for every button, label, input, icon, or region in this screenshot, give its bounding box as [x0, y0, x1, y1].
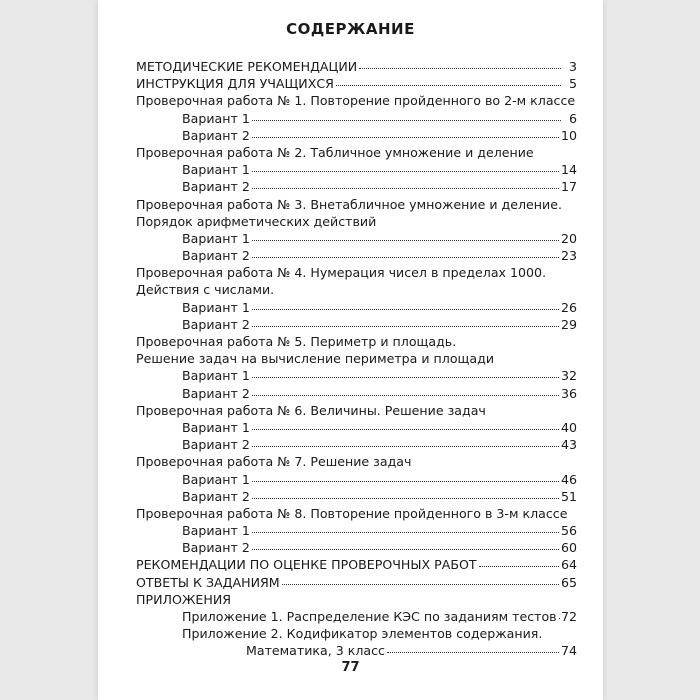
- toc-entry-text: Вариант 1: [182, 523, 250, 539]
- dot-leader: [252, 539, 559, 550]
- toc-entry: [136, 316, 577, 333]
- dot-leader: [252, 385, 559, 396]
- toc-entry-text: Проверочная работа № 4. Нумерация чисел в пределах 1000.: [136, 265, 547, 281]
- toc-page-number: 36: [560, 385, 577, 401]
- toc-entry-text: Вариант 1: [182, 471, 250, 487]
- toc-page-number: 64: [560, 557, 577, 573]
- dot-leader: [252, 316, 559, 327]
- toc-entry-text: Вариант 1: [182, 230, 250, 246]
- dot-leader: [252, 230, 559, 241]
- page-title: СОДЕРЖАНИЕ: [286, 20, 415, 38]
- toc-entry-text: Проверочная работа № 3. Внетабличное умножение и деление.: [136, 196, 562, 212]
- toc-page-number: 46: [560, 471, 577, 487]
- toc-entry-text: Вариант 1: [182, 162, 250, 178]
- toc-section-heading: [136, 196, 577, 213]
- toc-entry: [136, 436, 577, 453]
- toc-entry-text: ПРИЛОЖЕНИЯ: [136, 591, 232, 607]
- toc-entry-text: Действия с числами.: [136, 282, 275, 298]
- dot-leader: [252, 299, 559, 310]
- toc-entry: [136, 642, 577, 659]
- toc-section-heading-continued: [136, 213, 577, 230]
- toc-entry-text: Вариант 2: [182, 540, 250, 556]
- dot-leader: [252, 419, 559, 430]
- toc-page-number: 32: [560, 368, 577, 384]
- toc-section-heading-continued: [136, 350, 577, 367]
- toc-entry-text: Приложение 2. Кодификатор элементов содержания.: [182, 626, 543, 642]
- toc-page-number: 29: [560, 316, 577, 332]
- toc-entry-text: ИНСТРУКЦИЯ ДЛЯ УЧАЩИХСЯ: [136, 76, 334, 92]
- toc-page-number: 72: [560, 609, 577, 624]
- dot-leader: [252, 247, 559, 258]
- toc-entry: [136, 367, 577, 384]
- toc-entry: [136, 247, 577, 264]
- dot-leader: [387, 642, 559, 653]
- toc-page-number: 74: [560, 643, 577, 659]
- toc-entry-text: Вариант 1: [182, 299, 250, 315]
- toc-entry: [136, 385, 577, 402]
- dot-leader: [252, 110, 561, 121]
- toc-entry: [136, 471, 577, 488]
- toc-entry: [136, 488, 577, 505]
- toc-entry-text: Вариант 1: [182, 419, 250, 435]
- toc-page-number: 26: [560, 299, 577, 315]
- toc-entry-text: Проверочная работа № 1. Повторение пройденного во 2-м классе: [136, 93, 576, 109]
- table-of-contents: [136, 58, 577, 660]
- toc-entry: [136, 110, 577, 127]
- toc-entry-text: Вариант 2: [182, 437, 250, 453]
- toc-entry-text: Проверочная работа № 2. Табличное умножение и деление: [136, 144, 534, 160]
- toc-entry: [136, 608, 577, 625]
- toc-entry-text: Вариант 1: [182, 368, 250, 384]
- dot-leader: [359, 58, 561, 69]
- toc-entry: [136, 419, 577, 436]
- toc-section-heading: [136, 402, 577, 419]
- toc-section-heading: [136, 264, 577, 281]
- toc-section-heading: [136, 144, 577, 161]
- toc-entry-text: Решение задач на вычисление периметра и площади: [136, 351, 495, 367]
- toc-entry-text: МЕТОДИЧЕСКИЕ РЕКОМЕНДАЦИИ: [136, 59, 358, 74]
- dot-leader: [252, 522, 559, 533]
- toc-entry-text: Вариант 2: [182, 127, 250, 143]
- dot-leader: [252, 367, 559, 378]
- toc-entry-text: Вариант 1: [182, 110, 250, 126]
- dot-leader: [479, 556, 559, 567]
- toc-entry: [136, 539, 577, 556]
- toc-page-number: 43: [560, 437, 577, 453]
- toc-page-number: 10: [560, 127, 577, 143]
- book-page: [98, 0, 603, 700]
- dot-leader: [252, 161, 559, 172]
- toc-entry-text: Проверочная работа № 8. Повторение пройденного в 3-м классе: [136, 505, 568, 521]
- toc-entry-text: Проверочная работа № 6. Величины. Решение задач: [136, 402, 486, 418]
- toc-entry: [136, 522, 577, 539]
- toc-page-number: 60: [560, 540, 577, 556]
- page-number: 77: [341, 660, 360, 675]
- toc-entry-text: Вариант 2: [182, 385, 250, 401]
- toc-entry-text: Проверочная работа № 7. Решение задач: [136, 454, 412, 470]
- toc-section-heading-continued: [136, 281, 577, 298]
- toc-page-number: 3: [568, 59, 577, 74]
- toc-entry-text: Вариант 2: [182, 248, 250, 264]
- dot-leader: [252, 436, 559, 447]
- toc-page-number: 65: [560, 574, 577, 590]
- toc-entry: [136, 574, 577, 591]
- toc-entry-text: Вариант 2: [182, 316, 250, 332]
- toc-entry-text: Вариант 2: [182, 179, 250, 195]
- toc-entry-text: Вариант 2: [182, 488, 250, 504]
- toc-page-number: 5: [568, 76, 577, 92]
- toc-page-number: 17: [560, 179, 577, 195]
- toc-entry: [136, 230, 577, 247]
- toc-page-number: 56: [560, 523, 577, 539]
- toc-entry: [136, 556, 577, 573]
- toc-entry: [136, 299, 577, 316]
- toc-entry: [136, 161, 577, 178]
- toc-entry: [136, 178, 577, 195]
- dot-leader: [252, 127, 559, 138]
- dot-leader: [252, 178, 559, 189]
- toc-page-number: 40: [560, 419, 577, 435]
- dot-leader: [252, 488, 559, 499]
- toc-page-number: 14: [560, 162, 577, 178]
- toc-entry-text: Приложение 1. Распределение КЭС по заданиям тестов: [182, 609, 557, 624]
- toc-section-heading: [136, 333, 577, 350]
- toc-entry-text: Проверочная работа № 5. Периметр и площадь.: [136, 334, 457, 349]
- dot-leader: [282, 574, 559, 585]
- toc-section-heading: [136, 453, 577, 470]
- toc-section-heading: [136, 591, 577, 608]
- toc-section-heading: [136, 92, 577, 109]
- toc-page-number: 23: [560, 248, 577, 264]
- toc-entry: [136, 75, 577, 92]
- toc-page-number: 6: [568, 110, 577, 126]
- toc-section-heading: [136, 505, 577, 522]
- toc-subheading: [136, 625, 577, 642]
- toc-entry-text: ОТВЕТЫ К ЗАДАНИЯМ: [136, 574, 280, 590]
- toc-page-number: 51: [560, 488, 577, 504]
- toc-entry: [136, 58, 577, 75]
- toc-entry-text: Математика, 3 класс: [246, 643, 385, 659]
- dot-leader: [336, 75, 561, 86]
- toc-entry-text: РЕКОМЕНДАЦИИ ПО ОЦЕНКЕ ПРОВЕРОЧНЫХ РАБОТ: [136, 557, 477, 573]
- toc-entry-text: Порядок арифметических действий: [136, 213, 377, 229]
- toc-entry: [136, 127, 577, 144]
- dot-leader: [252, 471, 559, 482]
- toc-page-number: 20: [560, 230, 577, 246]
